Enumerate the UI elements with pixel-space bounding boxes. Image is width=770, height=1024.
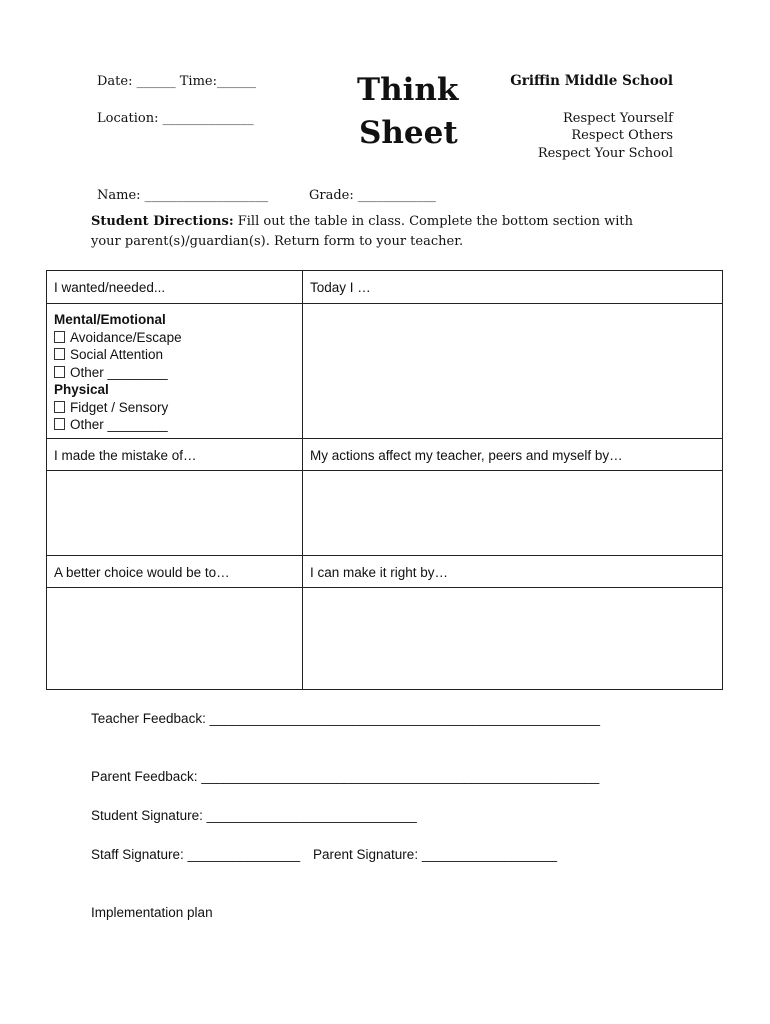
- motto-2: Respect Others: [571, 128, 673, 143]
- mistake-answer-area[interactable]: [48, 472, 301, 554]
- table-border-top: [46, 270, 723, 271]
- table-divider: [46, 303, 723, 304]
- grade-field[interactable]: Grade: ____________: [309, 188, 436, 203]
- location-field[interactable]: Location: ______________: [97, 111, 254, 126]
- title-think: Think: [357, 72, 459, 108]
- mental-emotional-heading: Mental/Emotional: [54, 312, 166, 327]
- checkbox-icon[interactable]: [54, 418, 65, 430]
- header-wanted-needed: I wanted/needed...: [54, 280, 166, 295]
- checkbox-icon[interactable]: [54, 366, 65, 378]
- table-divider: [46, 587, 723, 588]
- needs-options: [54, 311, 182, 434]
- student-signature-field[interactable]: Student Signature: ____________________________: [91, 808, 417, 823]
- checkbox-icon[interactable]: [54, 348, 65, 360]
- checkbox-icon[interactable]: [54, 331, 65, 343]
- make-it-right-answer-area[interactable]: [304, 589, 721, 688]
- physical-heading: Physical: [54, 382, 109, 397]
- table-center-divider: [302, 270, 303, 690]
- implementation-plan-label: Implementation plan: [91, 905, 213, 920]
- table-divider: [46, 438, 723, 439]
- student-directions: [91, 212, 651, 252]
- table-border-right: [722, 270, 723, 690]
- directions-text: Fill out the table in class. Complete the bottom section with your parent(s)/guardian(s). Return form to your teacher.: [91, 214, 633, 249]
- checkbox-icon[interactable]: [54, 401, 65, 413]
- name-field[interactable]: Name: ___________________: [97, 188, 269, 203]
- directions-label: Student Directions:: [91, 214, 234, 229]
- option-mental-other[interactable]: Other ________: [54, 364, 182, 382]
- parent-signature-field[interactable]: Parent Signature: __________________: [313, 847, 557, 862]
- motto-1: Respect Yourself: [562, 111, 673, 126]
- table-divider: [46, 470, 723, 471]
- staff-signature-field[interactable]: Staff Signature: _______________: [91, 847, 301, 862]
- option-fidget-sensory[interactable]: Fidget / Sensory: [54, 399, 182, 417]
- header-better-choice: A better choice would be to…: [54, 565, 230, 580]
- option-avoidance-escape[interactable]: Avoidance/Escape: [54, 329, 182, 347]
- header-mistake: I made the mistake of…: [54, 448, 197, 463]
- table-border-left: [46, 270, 47, 690]
- date-time-field[interactable]: Date: ______ Time:______: [97, 74, 256, 89]
- option-social-attention[interactable]: Social Attention: [54, 346, 182, 364]
- today-i-answer-area[interactable]: [304, 305, 721, 437]
- title-sheet: Sheet: [359, 115, 458, 151]
- motto-3: Respect Your School: [537, 146, 673, 161]
- better-choice-answer-area[interactable]: [48, 589, 301, 688]
- school-name: Griffin Middle School: [510, 73, 673, 89]
- table-divider: [46, 555, 723, 556]
- option-physical-other[interactable]: Other ________: [54, 416, 182, 434]
- header-today-i: Today I …: [310, 280, 371, 295]
- teacher-feedback-field[interactable]: Teacher Feedback: ____________________________________________________: [91, 711, 600, 726]
- parent-feedback-field[interactable]: Parent Feedback: _____________________________________________________: [91, 769, 600, 784]
- header-make-it-right: I can make it right by…: [310, 565, 449, 580]
- table-border-bottom: [46, 689, 723, 690]
- header-actions-affect: My actions affect my teacher, peers and myself by…: [310, 448, 623, 463]
- actions-affect-answer-area[interactable]: [304, 472, 721, 554]
